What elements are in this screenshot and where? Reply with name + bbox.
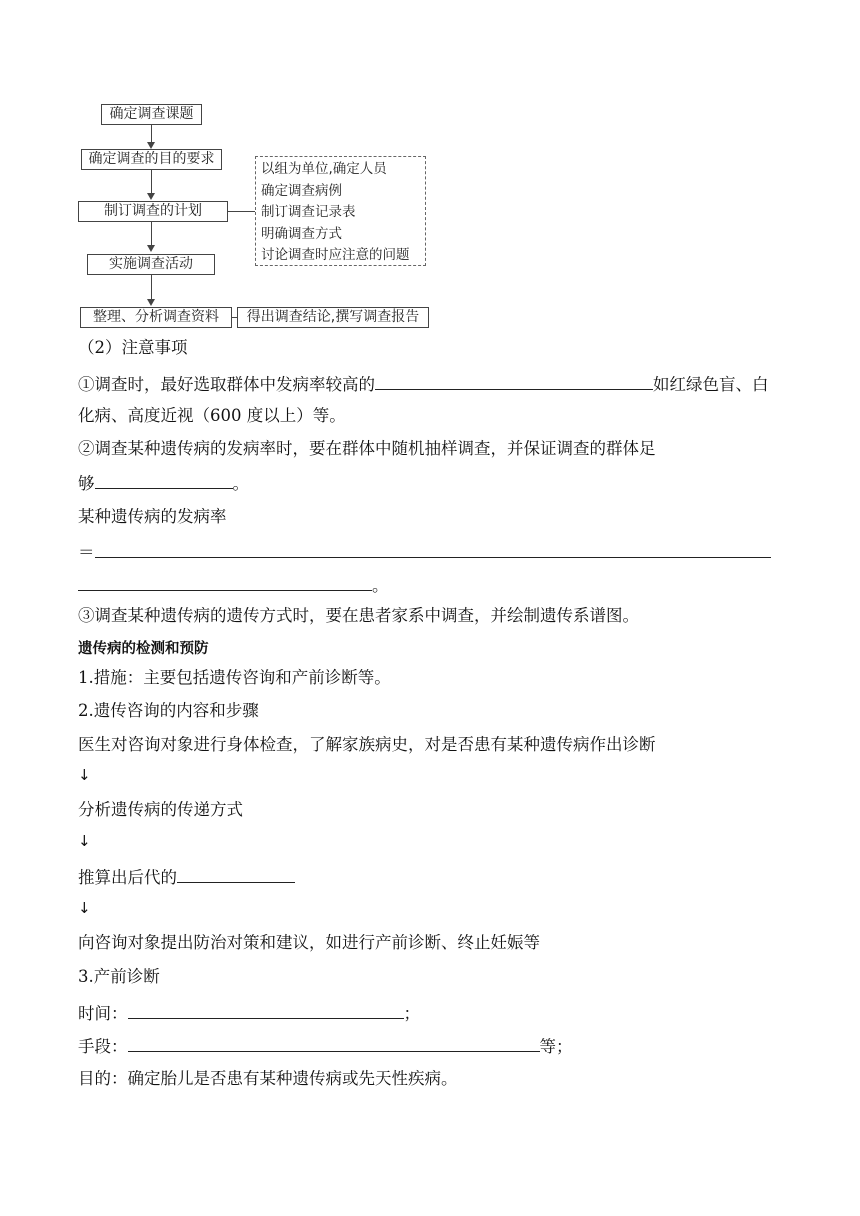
note-text: 等； (539, 1037, 573, 1056)
note-item-2-cont (78, 471, 249, 495)
note-text: 手段： (78, 1037, 128, 1056)
note-text: 时间： (78, 1004, 128, 1023)
note-text: 够 (78, 474, 95, 493)
flow-step-implement: 实施调查活动 (87, 254, 215, 275)
note-item-1 (78, 372, 769, 396)
flow-step-goals: 确定调查的目的要求 (81, 149, 222, 170)
flow-arrow-head (147, 142, 155, 149)
note-text: 。 (372, 576, 389, 595)
fill-blank[interactable] (78, 573, 372, 591)
note-item-1-cont: 化病、高度近视（600 度以上）等。 (78, 406, 346, 425)
counseling-step-1: 医生对咨询对象进行身体检查，了解家族病史，对是否患有某种遗传病作出诊断 (78, 735, 656, 754)
down-arrow-icon: ↓ (78, 899, 91, 917)
plan-detail-item: 明确调查方式 (261, 225, 342, 242)
plan-detail-item: 确定调查病例 (261, 182, 342, 199)
note-text: 。 (232, 474, 249, 493)
flow-connector (151, 274, 152, 299)
flow-step-topic: 确定调查课题 (101, 104, 202, 125)
section-heading: （2）注意事项 (78, 338, 188, 357)
flow-connector (151, 124, 152, 143)
flow-arrow-head (147, 299, 155, 306)
flow-step-plan: 制订调查的计划 (78, 201, 228, 222)
formula-line-2 (78, 573, 389, 597)
prenatal-time (78, 1001, 420, 1025)
flow-connector (151, 169, 152, 193)
counseling-step-3 (78, 865, 295, 889)
detection-title: 遗传病的检测和预防 (78, 641, 209, 657)
counseling-step-2: 分析遗传病的传递方式 (78, 800, 243, 819)
flow-step-analyze: 整理、分析调查资料 (80, 307, 232, 328)
flow-conclusion: 得出调查结论,撰写调查报告 (237, 307, 429, 328)
fill-blank[interactable] (128, 1001, 404, 1019)
formula-line-1 (78, 540, 771, 564)
note-text: 如红绿色盲、白 (653, 375, 769, 394)
flow-arrow-head (147, 193, 155, 200)
down-arrow-icon: ↓ (78, 766, 91, 784)
fill-blank[interactable] (95, 471, 233, 489)
prenatal-means (78, 1034, 573, 1058)
note-item-3: ③调查某种遗传病的遗传方式时，要在患者家系中调查，并绘制遗传系谱图。 (78, 606, 639, 625)
note-item-2: ②调查某种遗传病的发病率时，要在群体中随机抽样调查，并保证调查的群体足 (78, 439, 656, 458)
note-text: 推算出后代的 (78, 868, 177, 887)
flow-connector (151, 221, 152, 245)
fill-blank[interactable] (95, 540, 771, 558)
plan-detail-item: 制订调查记录表 (261, 204, 356, 220)
plan-detail-item: 以组为单位,确定人员 (261, 161, 387, 177)
fill-blank[interactable] (128, 1034, 540, 1052)
formula-label: 某种遗传病的发病率 (78, 507, 227, 526)
prenatal-heading: 3.产前诊断 (78, 967, 160, 986)
flow-arrow-head (147, 245, 155, 252)
plan-detail-item: 讨论调查时应注意的问题 (261, 247, 410, 263)
flow-plan-link (227, 211, 255, 212)
counseling-heading: 2.遗传咨询的内容和步骤 (78, 701, 259, 720)
equals-sign: ＝ (78, 543, 95, 562)
fill-blank[interactable] (177, 865, 295, 883)
plan-details-box (255, 156, 426, 266)
down-arrow-icon: ↓ (78, 832, 91, 850)
counseling-step-4: 向咨询对象提出防治对策和建议，如进行产前诊断、终止妊娠等 (78, 933, 540, 952)
fill-blank[interactable] (375, 372, 653, 390)
note-text: ①调查时，最好选取群体中发病率较高的 (78, 375, 375, 394)
measures-paragraph: 1.措施：主要包括遗传咨询和产前诊断等。 (78, 668, 391, 687)
note-text: ； (403, 1004, 420, 1023)
prenatal-purpose: 目的：确定胎儿是否患有某种遗传病或先天性疾病。 (78, 1069, 458, 1088)
